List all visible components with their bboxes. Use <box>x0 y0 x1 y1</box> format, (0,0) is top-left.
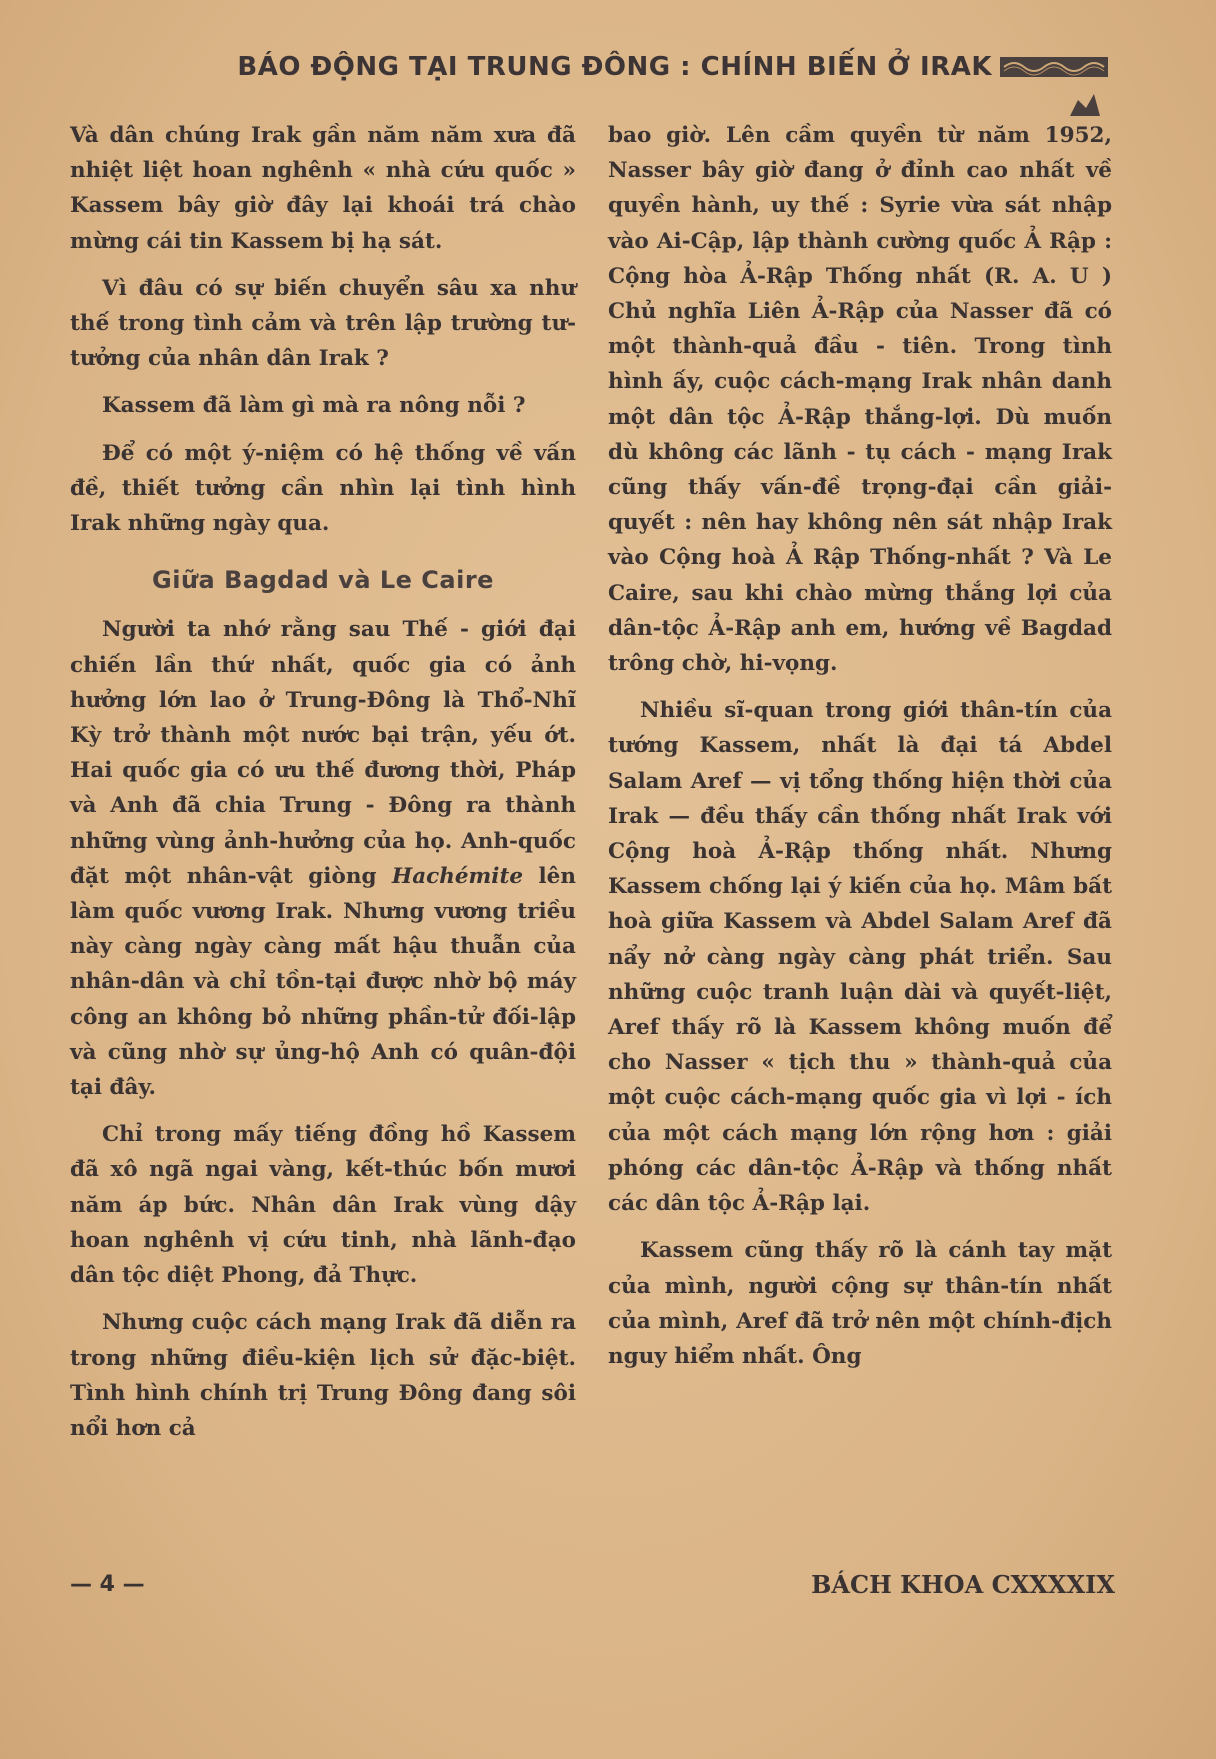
paragraph <box>70 612 576 1105</box>
paragraph: bao giờ. Lên cầm quyền từ năm 1952, Nasser bây giờ đang ở đỉnh cao nhất về quyền hành, uy thế : Syrie vừa sát nhập vào Ai-Cập, lập thành cường quốc Ả Rập : Cộng hòa Ả-Rập Thống nhất (R. A. U ) Chủ nghĩa Liên Ả-Rập của Nasser đã có một thành-quả đầu - tiên. Trong tình hình ấy, cuộc cách-mạng Irak nhân danh một dân tộc Ả-Rập thắng-lợi. Dù muốn dù không các lãnh - tụ cách - mạng Irak cũng thấy vấn-đề trọng-đại cần giải-quyết : nên hay không nên sát nhập Irak vào Cộng hoà Ả Rập Thống-nhất ? Và Le Caire, sau khi chào mừng thắng lợi của dân-tộc Ả-Rập anh em, hướng về Bagdad trông chờ, hi-vọng. <box>608 123 1112 677</box>
page-header <box>190 52 1108 82</box>
right-column <box>608 118 1112 1386</box>
paragraph: Và dân chúng Irak gần năm năm xưa đã nhiệt liệt hoan nghênh « nhà cứu quốc » Kassem bây giờ đây lại khoái trá chào mừng cái tin Kassem bị hạ sát. <box>70 123 576 254</box>
paragraph-text: Người ta nhớ rằng sau Thế - giới đại chiến lần thứ nhất, quốc gia có ảnh hưởng lớn lao ở Trung-Đông là Thổ-Nhĩ Kỳ trở thành một nước bại trận, yếu ớt. Hai quốc gia có ưu thế đương thời, Pháp và Anh đã chia Trung - Đông ra thành những vùng ảnh-hưởng của họ. Anh-quốc đặt một nhân-vật giòng <box>70 617 576 889</box>
page-number: — 4 — <box>70 1572 145 1597</box>
paragraph: Nhiều sĩ-quan trong giới thân-tín của tướng Kassem, nhất là đại tá Abdel Salam Aref — vị tổng thống hiện thời của Irak — đều thấy cần thống nhất Irak với Cộng hoà Ả-Rập thống nhất. Nhưng Kassem chống lại ý kiến của họ. Mâm bất hoà giữa Kassem và Abdel Salam Aref đã nẩy nở càng ngày càng phát triển. Sau những cuộc tranh luận dài và quyết-liệt, Aref thấy rõ là Kassem không muốn để cho Nasser « tịch thu » thành-quả của một cuộc cách-mạng quốc gia vì lợi - ích của một cách mạng lớn rộng hơn : giải phóng các dân-tộc Ả-Rập và thống nhất các dân tộc Ả-Rập lại. <box>608 698 1112 1217</box>
paragraph: Chỉ trong mấy tiếng đồng hồ Kassem đã xô ngã ngai vàng, kết-thúc bốn mươi năm áp bức. Nhân dân Irak vùng dậy hoan nghênh vị cứu tinh, nhà lãnh-đạo dân tộc diệt Phong, đả Thực. <box>70 1122 576 1289</box>
corner-ornament-icon <box>1064 90 1104 120</box>
paragraph: Để có một ý-niệm có hệ thống về vấn đề, thiết tưởng cần nhìn lại tình hình Irak những ngày qua. <box>70 440 576 537</box>
paragraph: Vì đâu có sự biến chuyển sâu xa như thế trong tình cảm và trên lập trường tư-tưởng của nhân dân Irak ? <box>70 275 576 372</box>
paragraph: Nhưng cuộc cách mạng Irak đã diễn ra trong những điều-kiện lịch sử đặc-biệt. Tình hình chính trị Trung Đông đang sôi nổi hơn cả <box>70 1310 576 1441</box>
header-ornament-icon <box>1000 53 1108 81</box>
paragraph-text: lên làm quốc vương Irak. Nhưng vương triều này càng ngày càng mất hậu thuẫn của nhân-dân và chỉ tồn-tại được nhờ bộ máy công an không bỏ những phần-tử đối-lập và cũng nhờ sự ủng-hộ Anh có quân-đội tại đây. <box>70 863 576 1101</box>
paragraph: Kassem cũng thấy rõ là cánh tay mặt của mình, người cộng sự thân-tín nhất của mình, Aref đã trở nên một chính-địch nguy hiểm nhất. Ông <box>608 1238 1112 1369</box>
paragraph: Kassem đã làm gì mà ra nông nỗi ? <box>102 393 526 419</box>
italic-term: Hachémite <box>391 863 524 889</box>
left-column <box>70 118 576 1458</box>
section-subheading: Giữa Bagdad và Le Caire <box>152 566 494 595</box>
magazine-issue-label: BÁCH KHOA CXXXXIX <box>811 1570 1115 1599</box>
article-header-title: BÁO ĐỘNG TẠI TRUNG ĐÔNG : CHÍNH BIẾN Ở IRAK <box>237 52 992 82</box>
